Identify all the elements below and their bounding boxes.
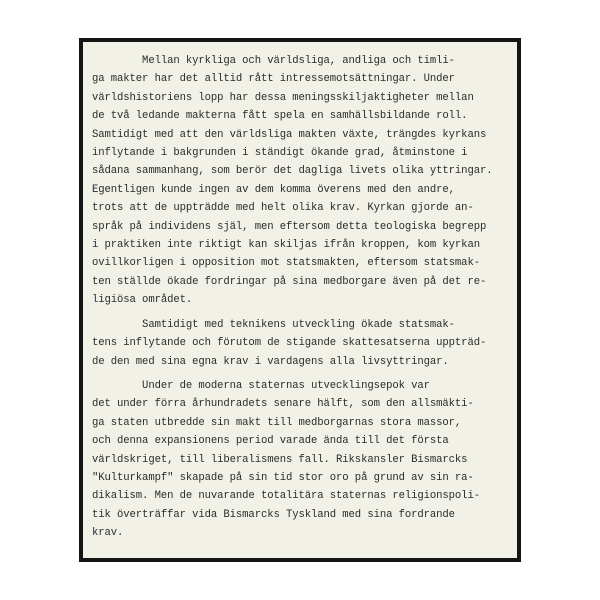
text-line: ga makter har det alltid rått intressemotsättningar. Under xyxy=(92,73,455,86)
text-line: sådana sammanhang, som berör det dagliga livets olika yttringar. xyxy=(92,165,493,178)
text-line: det under förra århundradets senare hälft, som den allsmäkti- xyxy=(92,398,474,411)
text-line: inflytande i bakgrunden i ständigt ökande grad, åtminstone i xyxy=(92,147,468,160)
text-line: Mellan kyrkliga och världsliga, andliga och timli- xyxy=(92,55,455,67)
text-line: Samtidigt med teknikens utveckling ökade statsmak- xyxy=(92,318,455,331)
text-line: språk på individens själ, men eftersom detta teologiska begrepp xyxy=(92,220,487,233)
text-line: ligiösa området. xyxy=(92,294,193,307)
text-line: Egentligen kunde ingen av dem komma överens med den andre, xyxy=(92,183,455,196)
text-line: världshistoriens lopp har dessa meningsskiljaktigheter mellan xyxy=(92,91,474,104)
text-line: tens inflytande och förutom de stigande skattesatserna uppträd- xyxy=(92,337,487,350)
text-line: i praktiken inte riktigt kan skiljas ifrån kroppen, kom kyrkan xyxy=(92,239,480,252)
text-line: "Kulturkampf" skapade på sin tid stor oro på grund av sin ra- xyxy=(92,471,474,484)
text-line: och denna expansionens period varade ända till det första xyxy=(92,435,449,448)
paragraph-2 xyxy=(92,316,509,371)
text-line: trots att de uppträdde med helt olika krav. Kyrkan gjorde an- xyxy=(92,202,474,215)
text-line: krav. xyxy=(92,527,124,540)
text-line: Under de moderna staternas utvecklingsepok var xyxy=(92,379,430,392)
text-line: dikalism. Men de nuvarande totalitära staternas religionspoli- xyxy=(92,490,480,503)
text-line: tik överträffar vida Bismarcks Tyskland med sina fordrande xyxy=(92,508,455,521)
text-line: ovillkorligen i opposition mot statsmakten, eftersom statsmak- xyxy=(92,257,480,270)
text-line: de den med sina egna krav i vardagens alla livsyttringar. xyxy=(92,355,449,368)
text-line: ga staten utbredde sin makt till medborgarnas stora massor, xyxy=(92,416,462,429)
text-line: ten ställde ökade fordringar på sina medborgare även på det re- xyxy=(92,275,487,288)
text-line: världskriget, till liberalismens fall. Rikskansler Bismarcks xyxy=(92,453,468,466)
typewritten-page xyxy=(83,42,517,558)
paragraph-1 xyxy=(92,52,509,310)
paragraph-3 xyxy=(92,377,509,543)
document-frame xyxy=(79,38,521,562)
text-line: Samtidigt med att den världsliga makten växte, trängdes kyrkans xyxy=(92,128,487,141)
text-line: de två ledande makterna fått spela en samhällsbildande roll. xyxy=(92,110,468,123)
